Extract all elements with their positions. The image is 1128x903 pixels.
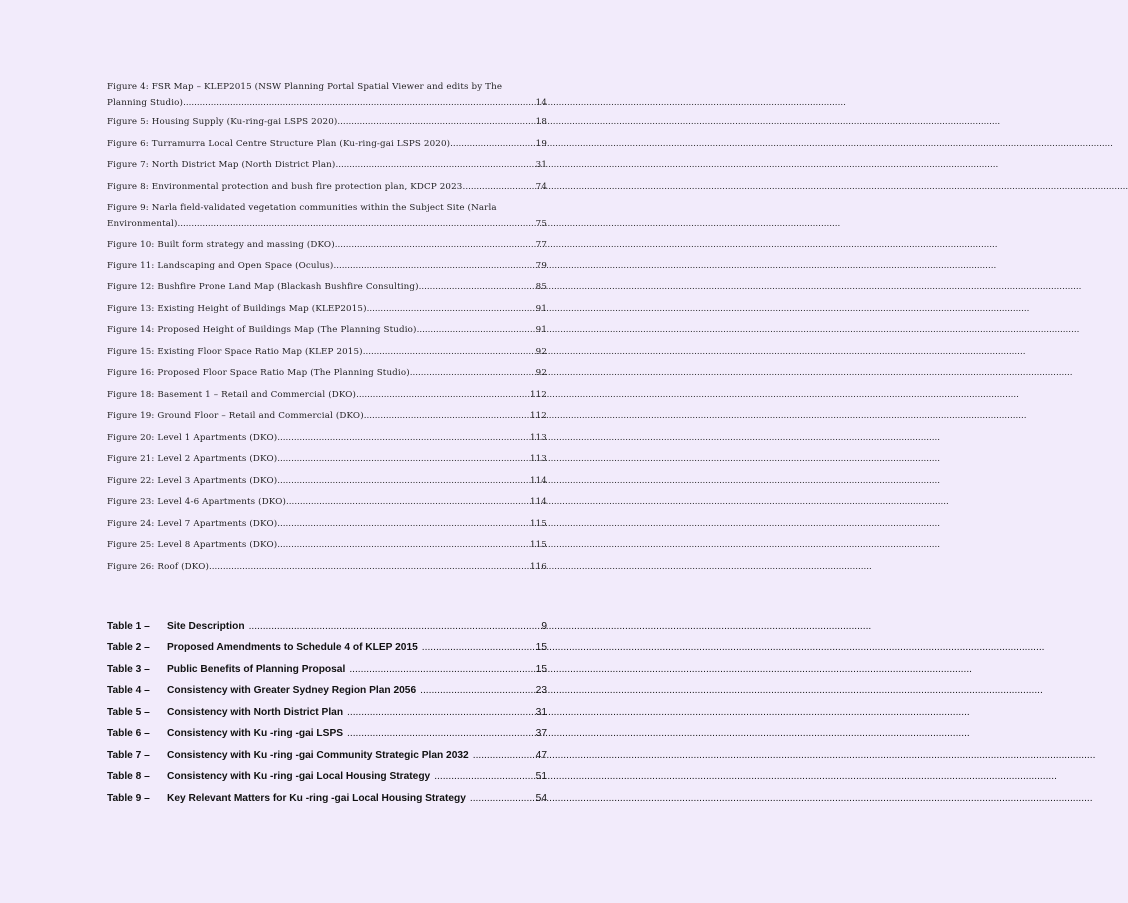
figure-entry[interactable]	[107, 114, 547, 130]
table-page: 31	[535, 707, 547, 718]
figure-title: Figure 25: Level 8 Apartments (DKO)	[107, 540, 278, 550]
figure-entry[interactable]	[107, 494, 547, 510]
dot-leader	[335, 237, 535, 253]
figure-title: Figure 15: Existing Floor Space Ratio Map (KLEP 2015)	[107, 347, 363, 357]
figure-entry[interactable]	[107, 179, 547, 195]
table-number: Table 5 –	[107, 707, 150, 718]
figure-page: 114	[529, 497, 547, 507]
table-number: Table 9 –	[107, 793, 150, 804]
figure-title: Figure 10: Built form strategy and massing (DKO)	[107, 240, 335, 250]
dot-leader	[450, 136, 534, 152]
table-page: 51	[535, 771, 547, 782]
figure-entry[interactable]	[107, 451, 547, 467]
figure-title: Figure 24: Level 7 Apartments (DKO)	[107, 519, 278, 529]
dot-leader	[286, 494, 529, 510]
table-title: Public Benefits of Planning Proposal	[167, 664, 346, 675]
figure-page: 114	[529, 476, 547, 486]
table-number: Table 7 –	[107, 750, 150, 761]
figure-page: 19	[535, 139, 547, 149]
dot-leader	[417, 322, 535, 338]
figure-title: Figure 26: Roof (DKO)	[107, 562, 210, 572]
figure-title: Figure 8: Environmental protection and bush fire protection plan, KDCP 2023.	[107, 182, 466, 192]
figure-page: 92	[535, 347, 547, 357]
figure-page: 113	[529, 454, 547, 464]
dot-leader	[277, 430, 529, 446]
table-number: Table 6 –	[107, 728, 150, 739]
dot-leader	[333, 258, 534, 274]
figure-page: 112	[529, 390, 547, 400]
table-number: Table 8 –	[107, 771, 150, 782]
table-entry[interactable]	[107, 771, 547, 791]
dot-leader	[277, 516, 529, 532]
figure-entry[interactable]	[107, 473, 547, 489]
table-title: Key Relevant Matters for Ku -ring -gai Local Housing Strategy	[167, 793, 466, 804]
figure-title: Figure 7: North District Map (North District Plan)	[107, 160, 336, 170]
figure-title: Figure 5: Housing Supply (Ku-ring-gai LSPS 2020)	[107, 117, 338, 127]
table-title: Consistency with Greater Sydney Region Plan 2056	[167, 685, 417, 696]
table-entry[interactable]	[107, 685, 547, 705]
table-number: Table 4 –	[107, 685, 150, 696]
dot-leader	[422, 642, 536, 653]
dot-leader	[473, 750, 536, 761]
table-title: Consistency with Ku -ring -gai LSPS	[167, 728, 344, 739]
figure-title-line1: Figure 9: Narla field-validated vegetation communities within the Subject Site (Narla	[107, 203, 497, 213]
figure-page: 79	[535, 261, 547, 271]
table-entry[interactable]	[107, 793, 547, 813]
figure-title: Figure 21: Level 2 Apartments (DKO)	[107, 454, 278, 464]
figure-page: 91	[535, 325, 547, 335]
figure-entry[interactable]	[107, 537, 547, 553]
table-page: 15	[535, 664, 547, 675]
table-number: Table 1 –	[107, 621, 150, 632]
dot-leader	[349, 664, 535, 675]
dot-leader	[410, 365, 535, 381]
table-title: Consistency with North District Plan	[167, 707, 344, 718]
figure-title: Figure 16: Proposed Floor Space Ratio Map (The Planning Studio)	[107, 368, 410, 378]
figure-title: Figure 19: Ground Floor – Retail and Commercial (DKO)	[107, 411, 364, 421]
dot-leader	[367, 301, 535, 317]
table-entry[interactable]	[107, 707, 547, 727]
table-title: Site Description	[167, 621, 245, 632]
dot-leader	[183, 95, 535, 111]
table-page: 47	[535, 750, 547, 761]
figure-page: 113	[529, 433, 547, 443]
figure-page: 74	[535, 182, 547, 192]
figure-page: 112	[529, 411, 547, 421]
figure-page: 115	[529, 540, 547, 550]
figure-entry[interactable]	[107, 322, 547, 338]
table-number: Table 3 –	[107, 664, 150, 675]
dot-leader	[277, 473, 529, 489]
table-title: Consistency with Ku -ring -gai Community Strategic Plan 2032	[167, 750, 469, 761]
dot-leader	[347, 707, 536, 718]
table-entry[interactable]	[107, 664, 547, 684]
table-entry[interactable]	[107, 728, 547, 748]
dot-leader	[434, 771, 535, 782]
figure-page: 85	[535, 282, 547, 292]
table-title: Proposed Amendments to Schedule 4 of KLEP 2015	[167, 642, 418, 653]
dot-leader	[347, 728, 536, 739]
table-page: 37	[535, 728, 547, 739]
figure-page: 91	[535, 304, 547, 314]
table-entry[interactable]	[107, 750, 547, 770]
figure-page: 115	[529, 519, 547, 529]
figure-entry[interactable]	[107, 430, 547, 446]
table-number: Table 2 –	[107, 642, 150, 653]
table-page: 15	[535, 642, 547, 653]
figure-page: 31	[535, 160, 547, 170]
table-entry[interactable]	[107, 642, 547, 662]
figure-entry[interactable]	[107, 79, 547, 111]
figure-entry[interactable]	[107, 200, 547, 232]
figure-title-line2: Planning Studio)	[107, 98, 184, 108]
figure-page: 14	[535, 98, 547, 108]
figure-entry[interactable]	[107, 344, 547, 360]
figure-title: Figure 12: Bushfire Prone Land Map (Blackash Bushfire Consulting)	[107, 282, 419, 292]
figure-page: 116	[529, 562, 547, 572]
figure-entry[interactable]	[107, 258, 547, 274]
figure-entry[interactable]	[107, 387, 547, 403]
figure-title: Figure 20: Level 1 Apartments (DKO)	[107, 433, 278, 443]
dot-leader	[465, 179, 534, 195]
table-page: 9	[541, 621, 547, 632]
figure-page: 77	[535, 240, 547, 250]
table-title: Consistency with Ku -ring -gai Local Housing Strategy	[167, 771, 431, 782]
figure-page: 92	[535, 368, 547, 378]
dot-leader	[420, 685, 536, 696]
figure-title: Figure 6: Turramurra Local Centre Structure Plan (Ku-ring-gai LSPS 2020)	[107, 139, 451, 149]
dot-leader	[364, 408, 529, 424]
figure-entry[interactable]	[107, 237, 547, 253]
figure-entry[interactable]	[107, 157, 547, 173]
table-page: 54	[535, 793, 547, 804]
figure-title: Figure 23: Level 4-6 Apartments (DKO)	[107, 497, 287, 507]
dot-leader	[178, 216, 535, 232]
figure-title: Figure 18: Basement 1 – Retail and Commercial (DKO)	[107, 390, 357, 400]
dot-leader	[209, 559, 529, 575]
dot-leader	[277, 451, 529, 467]
figure-entry[interactable]	[107, 559, 547, 575]
dot-leader	[249, 621, 542, 632]
figure-title: Figure 22: Level 3 Apartments (DKO)	[107, 476, 278, 486]
figure-title-line2: Environmental)	[107, 219, 178, 229]
figure-entry[interactable]	[107, 516, 547, 532]
figure-title: Figure 13: Existing Height of Buildings Map (KLEP2015)	[107, 304, 367, 314]
table-entry[interactable]	[107, 621, 547, 641]
figure-title: Figure 11: Landscaping and Open Space (Oculus)	[107, 261, 334, 271]
figure-page: 18	[535, 117, 547, 127]
dot-leader	[337, 114, 534, 130]
figure-title: Figure 14: Proposed Height of Buildings Map (The Planning Studio)	[107, 325, 417, 335]
dot-leader	[363, 344, 535, 360]
dot-leader	[419, 279, 535, 295]
dot-leader	[470, 793, 536, 804]
figure-page: 75	[535, 219, 547, 229]
dot-leader	[356, 387, 529, 403]
figure-entry[interactable]	[107, 301, 547, 317]
figure-entry[interactable]	[107, 279, 547, 295]
figure-entry[interactable]	[107, 136, 547, 152]
dot-leader	[335, 157, 534, 173]
figure-entry[interactable]	[107, 408, 547, 424]
figure-title-line1: Figure 4: FSR Map – KLEP2015 (NSW Planning Portal Spatial Viewer and edits by The	[107, 82, 503, 92]
figure-entry[interactable]	[107, 365, 547, 381]
dot-leader	[277, 537, 529, 553]
table-page: 23	[535, 685, 547, 696]
